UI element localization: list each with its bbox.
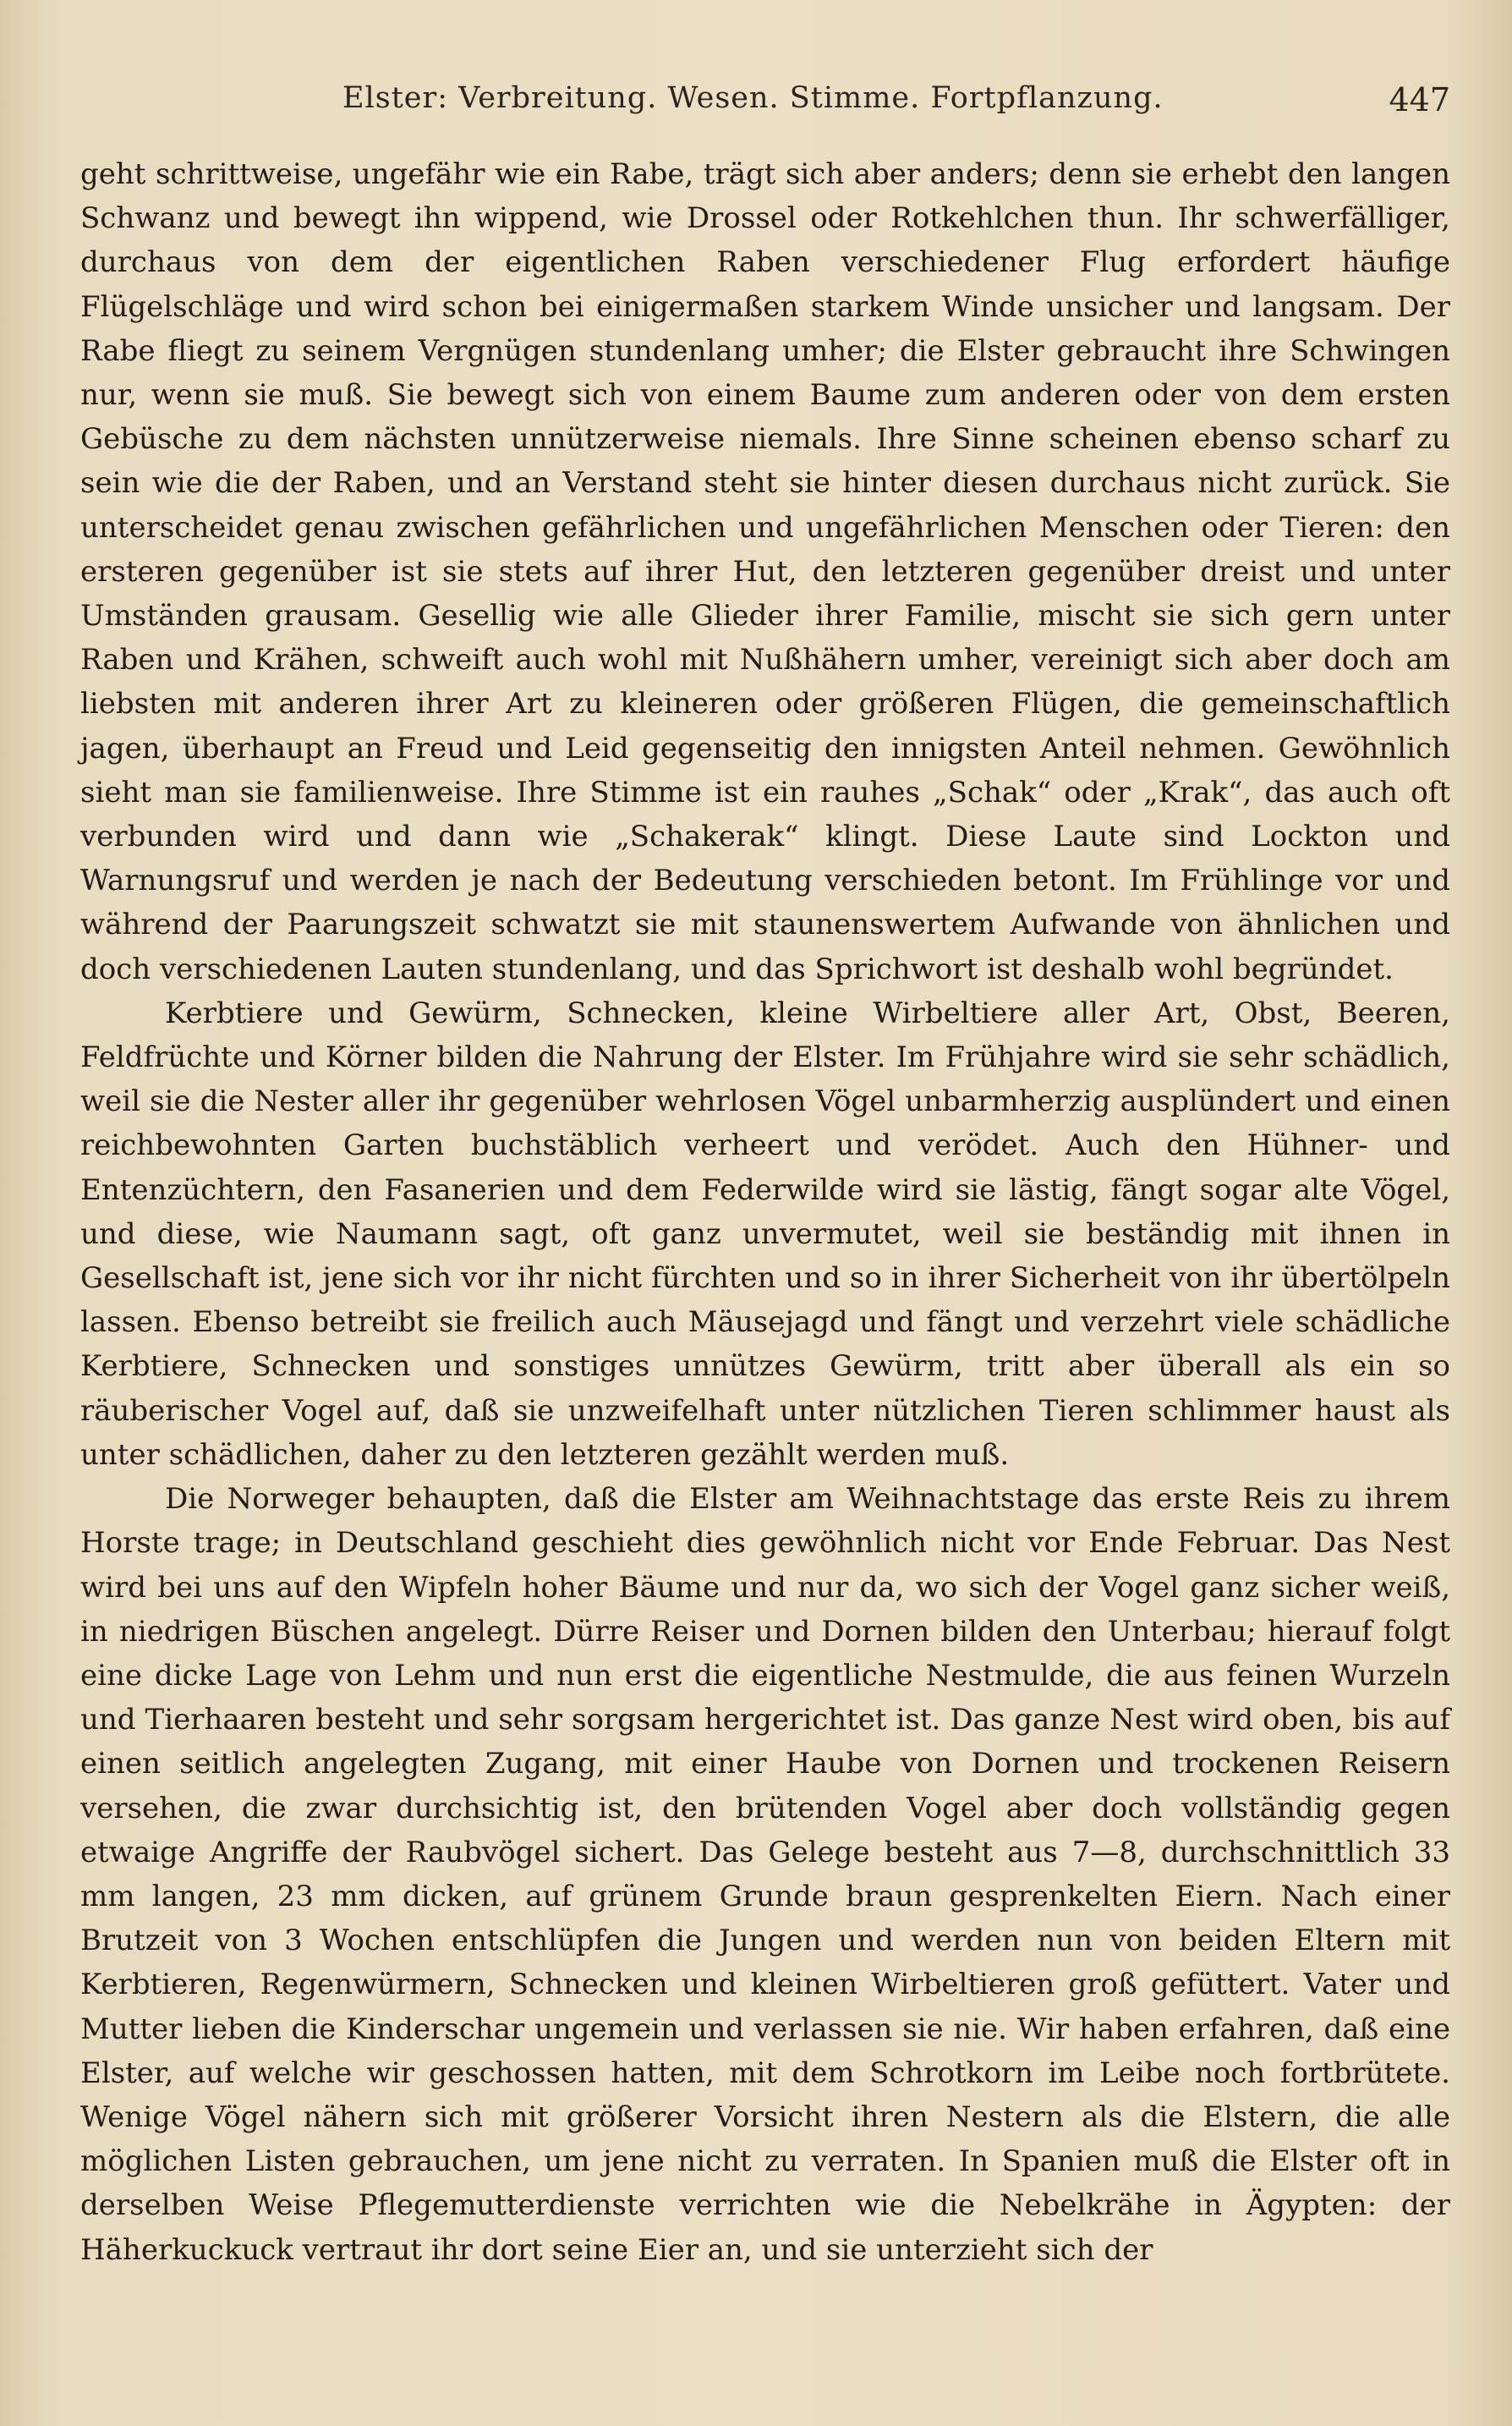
running-head: [80, 81, 1450, 132]
paragraph-3: Die Norweger behaupten, daß die Elster am Weihnachtstage das erste Reis zu ihrem Horste trage; in Deutschland geschieht dies gewöhnlich nicht vor Ende Februar. Das Nest wird bei uns auf den Wipfeln hoher Bäume und nur da, wo sich der Vogel ganz sicher weiß, in niedrigen Büschen angelegt. Dürre Reiser und Dornen bilden den Unterbau; hierauf folgt eine dicke Lage von Lehm und nun erst die eigentliche Nestmulde, die aus feinen Wurzeln und Tierhaaren besteht und sehr sorgsam hergerichtet ist. Das ganze Nest wird oben, bis auf einen seitlich angelegten Zugang, mit einer Haube von Dornen und trockenen Reisern versehen, die zwar durchsichtig ist, den brütenden Vogel aber doch vollständig gegen etwaige Angriffe der Raubvögel sichert. Das Gelege besteht aus 7—8, durchschnittlich 33 mm langen, 23 mm dicken, auf grünem Grunde braun gesprenkelten Eiern. Nach einer Brutzeit von 3 Wochen entschlüpfen die Jungen und werden nun von beiden Eltern mit Kerbtieren, Regenwürmern, Schnecken und kleinen Wirbeltieren groß gefüttert. Vater und Mutter lieben die Kinderschar ungemein und verlassen sie nie. Wir haben erfahren, daß eine Elster, auf welche wir geschossen hatten, mit dem Schrotkorn im Leibe noch fortbrütete. Wenige Vögel nähern sich mit größerer Vorsicht ihren Nestern als die Elstern, die alle möglichen Listen gebrauchen, um jene nicht zu verraten. In Spanien muß die Elster oft in derselben Weise Pflegemutterdienste verrichten wie die Nebelkrähe in Ägypten: der Häherkuckuck vertraut ihr dort seine Eier an, und sie unterzieht sich der: [80, 1482, 1450, 2267]
page-number: 447: [1389, 81, 1450, 118]
paragraph-2: Kerbtiere und Gewürm, Schnecken, kleine Wirbeltiere aller Art, Obst, Beeren, Feldfrüchte und Körner bilden die Nahrung der Elster. Im Frühjahre wird sie sehr schädlich, weil sie die Nester aller ihr gegenüber wehrlosen Vögel unbarmherzig ausplündert und einen reichbewohnten Garten buchstäblich verheert und verödet. Auch den Hühner- und Entenzüchtern, den Fasanerien und dem Federwilde wird sie lästig, fängt sogar alte Vögel, und diese, wie Naumann sagt, oft ganz unvermutet, weil sie beständig mit ihnen in Gesellschaft ist, jene sich vor ihr nicht fürchten und so in ihrer Sicherheit von ihr übertölpeln lassen. Ebenso betreibt sie freilich auch Mäusejagd und fängt und verzehrt viele schädliche Kerbtiere, Schnecken und sonstiges unnützes Gewürm, tritt aber überall als ein so räuberischer Vogel auf, daß sie unzweifelhaft unter nützlichen Tieren schlimmer haust als unter schädlichen, daher zu den letzteren gezählt werden muß.: [80, 996, 1450, 1472]
running-head-title: Elster: Verbreitung. Wesen. Stimme. Fortpflanzung.: [342, 81, 1164, 115]
paragraph-1: geht schrittweise, ungefähr wie ein Rabe, trägt sich aber anders; denn sie erhebt den langen Schwanz und bewegt ihn wippend, wie Drossel oder Rotkehlchen thun. Ihr schwerfälliger, durchaus von dem der eigentlichen Raben verschiedener Flug erfordert häufige Flügelschläge und wird schon bei einigermaßen starkem Winde unsicher und langsam. Der Rabe fliegt zu seinem Vergnügen stundenlang umher; die Elster gebraucht ihre Schwingen nur, wenn sie muß. Sie bewegt sich von einem Baume zum anderen oder von dem ersten Gebüsche zu dem nächsten unnützerweise niemals. Ihre Sinne scheinen ebenso scharf zu sein wie die der Raben, und an Verstand steht sie hinter diesen durchaus nicht zurück. Sie unterscheidet genau zwischen gefährlichen und ungefährlichen Menschen oder Tieren: den ersteren gegenüber ist sie stets auf ihrer Hut, den letzteren gegenüber dreist und unter Umständen grausam. Gesellig wie alle Glieder ihrer Familie, mischt sie sich gern unter Raben und Krähen, schweift auch wohl mit Nußhähern umher, vereinigt sich aber doch am liebsten mit anderen ihrer Art zu kleineren oder größeren Flügen, die gemeinschaftlich jagen, überhaupt an Freud und Leid gegenseitig den innigsten Anteil nehmen. Gewöhnlich sieht man sie familienweise. Ihre Stimme ist ein rauhes „Schak“ oder „Krak“, das auch oft verbunden wird und dann wie „Schakerak“ klingt. Diese Laute sind Lockton und Warnungsruf und werden je nach der Bedeutung verschieden betont. Im Frühlinge vor und während der Paarungszeit schwatzt sie mit staunenswertem Aufwande von ähnlichen und doch verschiedenen Lauten stundenlang, und das Sprichwort ist deshalb wohl begründet.: [80, 157, 1450, 986]
body-text: [80, 152, 1450, 2272]
